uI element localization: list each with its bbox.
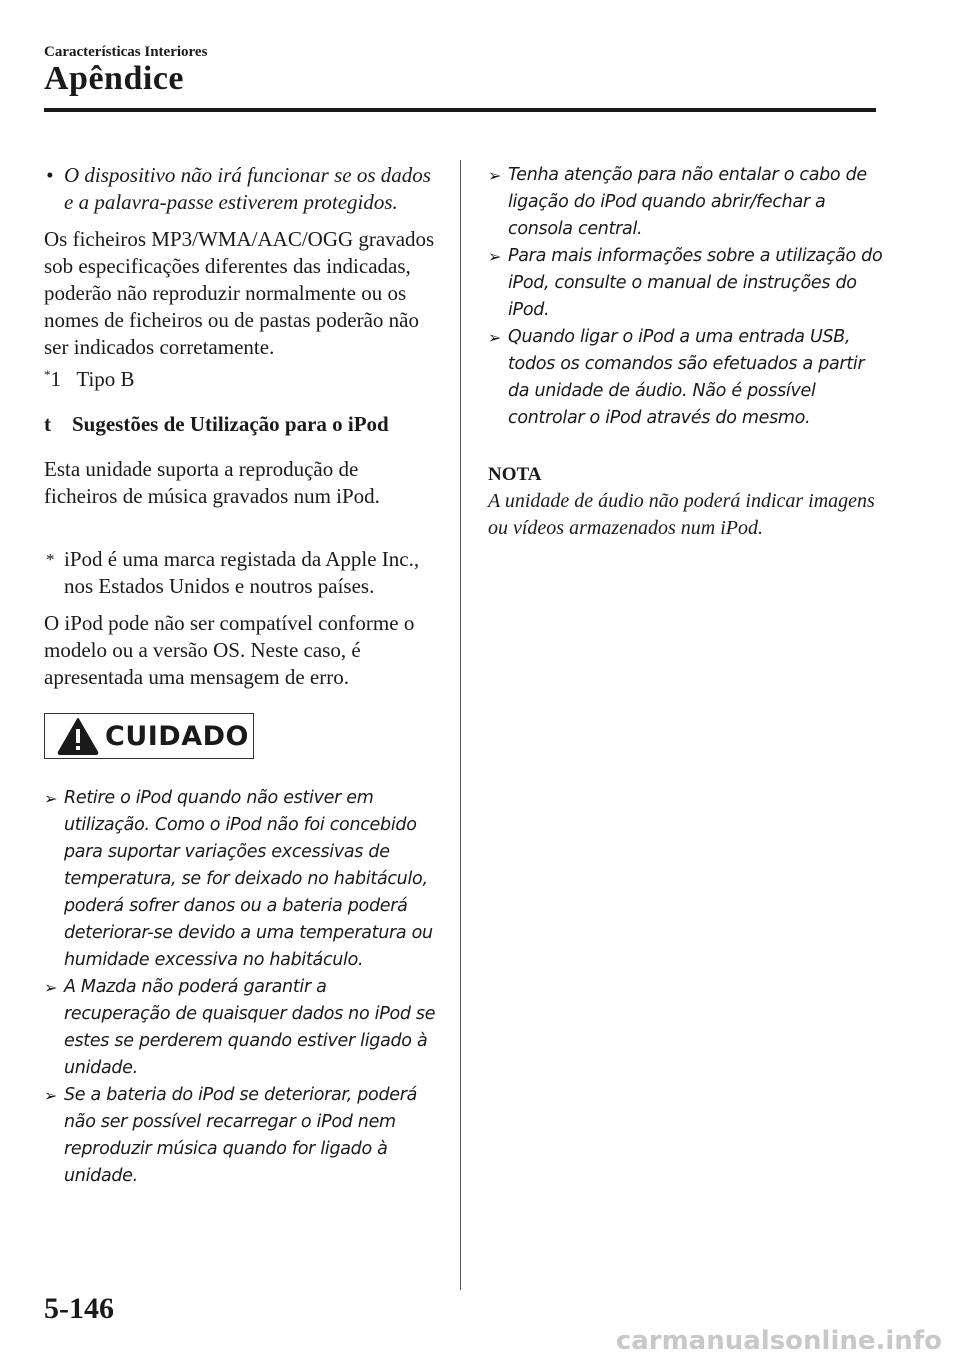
section-heading — [44, 411, 436, 438]
arrow-icon: ➢ — [488, 328, 502, 347]
caution-item-text: A Mazda não poderá garantir a recuperação de quaisquer dados no iPod se estes se perderem quando estiver ligado à unidade. — [64, 977, 436, 1078]
column-divider — [460, 160, 461, 1290]
footnote-mark: * — [44, 367, 51, 382]
watermark: carmanualsonline.info — [615, 1326, 942, 1356]
bullet-icon: • — [46, 163, 54, 187]
arrow-icon: ➢ — [488, 166, 502, 185]
nota-title: NOTA — [488, 464, 542, 485]
page-number: 5-146 — [44, 1292, 114, 1325]
arrow-icon: ➢ — [44, 789, 58, 808]
caution-item-2 — [44, 974, 436, 1082]
caution-item-text: Quando ligar o iPod a uma entrada USB, todos os comandos são efetuados a partir da unidade de áudio. Não é possível controlar o iPod através do mesmo. — [508, 327, 865, 428]
paragraph-formats: Os ficheiros MP3/WMA/AAC/OGG gravados sob especificações diferentes das indicadas, poderão não reproduzir normalmente ou os nomes de ficheiros ou de pastas poderão não ser indicados corretamente. — [44, 227, 435, 359]
section-heading-text: Sugestões de Utilização para o iPod — [72, 412, 389, 436]
section-marker-icon: t — [44, 412, 51, 436]
caution-box — [44, 713, 254, 759]
arrow-icon: ➢ — [44, 978, 58, 997]
trademark-text: iPod é uma marca registada da Apple Inc., nos Estados Unidos e noutros países. — [64, 547, 420, 598]
paragraph-compat: O iPod pode não ser compatível conforme o modelo ou a versão OS. Neste caso, é apresentada uma mensagem de erro. — [44, 611, 415, 689]
caution-item-text: Se a bateria do iPod se deteriorar, poderá não ser possível recarregar o iPod nem reproduzir música quando for ligado à unidade. — [64, 1085, 418, 1186]
bullet-text: O dispositivo não irá funcionar se os dados e a palavra-passe estiverem protegidos. — [64, 163, 431, 214]
header-rule — [44, 108, 876, 112]
bullet-item — [44, 162, 436, 216]
footnote — [44, 361, 436, 393]
caution-item-3 — [44, 1082, 436, 1190]
asterisk-icon: * — [46, 550, 55, 569]
arrow-icon: ➢ — [488, 247, 502, 266]
caution-item-4 — [488, 162, 888, 243]
paragraph-support: Esta unidade suporta a reprodução de ficheiros de música gravados num iPod. — [44, 457, 380, 508]
trademark-note — [44, 546, 436, 600]
caution-item-text: Tenha atenção para não entalar o cabo de ligação do iPod quando abrir/fechar a consola central. — [508, 165, 867, 239]
caution-item-1 — [44, 785, 436, 974]
caution-item-text: Para mais informações sobre a utilização do iPod, consulte o manual de instruções do iPod. — [508, 246, 883, 320]
arrow-icon: ➢ — [44, 1086, 58, 1105]
caution-item-text: Retire o iPod quando não estiver em utilização. Como o iPod não foi concebido para suportar variações excessivas de temperatura, se for deixado no habitáculo, poderá sofrer danos ou a bateria poderá deteriorar-se devido a uma temperatura ou humidade excessiva no habitáculo. — [64, 788, 433, 970]
left-column — [44, 162, 436, 1190]
footnote-text: 1 Tipo B — [50, 367, 135, 391]
warning-triangle-icon — [57, 717, 99, 755]
caution-item-6 — [488, 324, 888, 432]
section-label: Características Interiores — [44, 44, 208, 60]
page-title: Apêndice — [44, 60, 184, 97]
caution-item-5 — [488, 243, 888, 324]
nota-text: A unidade de áudio não poderá indicar imagens ou vídeos armazenados num iPod. — [488, 490, 875, 539]
caution-label: CUIDADO — [105, 720, 249, 752]
right-column — [488, 162, 888, 542]
